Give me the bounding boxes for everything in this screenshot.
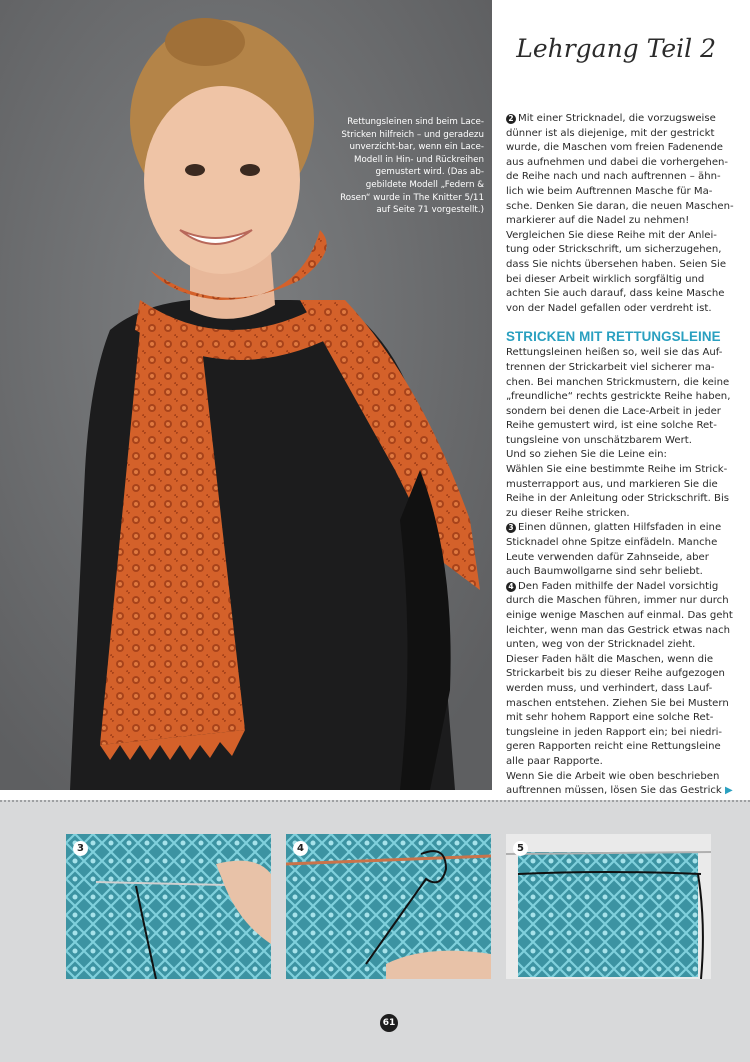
step-5-photo <box>506 834 711 979</box>
choose-row-paragraph: Wählen Sie eine bestimmte Reihe im Strick-musterrapport aus, und markieren Sie die Reihe in der Anleitung oder Strickschrift. Bis zu dieser Reihe stricken. <box>506 464 730 519</box>
continue-paragraph <box>506 770 734 799</box>
step-3-text: Einen dünnen, glatten Hilfsfaden in eine Sticknadel ohne Spitze einfädeln. Manche Leute verwenden dafür Zahnseide, aber auch Baumwollgarne sind sehr beliebt. <box>506 522 722 578</box>
continue-text: Wenn Sie die Arbeit wie oben beschrieben auftrennen müssen, lösen Sie das Gestrick <box>506 770 722 797</box>
step-photos-strip <box>0 800 750 1062</box>
intro-paragraph: Rettungsleinen heißen so, weil sie das Auf-trennen der Strickarbeit viel sicherer ma-chen. Bei manchen Strickmustern, die keine „freundliche“ rechts gestrickte Reihe haben, sondern bei denen die Lace-Arbeit in jeder Reihe gemustert wird, ist eine solche Ret-tungsleine von unschätzbarem Wert. <box>506 347 731 446</box>
how-to-line: Und so ziehen Sie die Leine ein: <box>506 449 667 461</box>
hero-photo <box>0 0 492 790</box>
step-4-photo <box>286 834 491 979</box>
step-5-photo-number: 5 <box>513 841 528 856</box>
step-2-paragraph <box>506 112 734 316</box>
continue-arrow-icon: ▶ <box>725 785 733 797</box>
lace-lifeline-photo-icon <box>506 834 711 979</box>
photo-caption <box>336 116 484 217</box>
article-text-column <box>506 112 734 799</box>
step-4-number-icon: 4 <box>506 582 516 592</box>
caption-text: Rettungsleinen sind beim Lace-Stricken hilfreich – und geradezu unverzicht-bar, wenn ein Lace-Modell in Hin- und Rückreihen gemustert wird. (Das ab-gebildete Modell „Federn & Rosen“ wurde in The Knitter 5/11 auf Seite 71 vorgestellt.) <box>340 117 484 216</box>
step-4-photo-number: 4 <box>293 841 308 856</box>
step-3-paragraph <box>506 521 734 579</box>
step-3-number-icon: 3 <box>506 523 516 533</box>
series-title: Lehrgang Teil 2 <box>516 34 716 63</box>
step-4-paragraph <box>506 580 734 653</box>
section-heading: STRICKEN MIT RETTUNGSLEINE <box>506 329 721 345</box>
lace-needle-photo-icon <box>286 834 491 979</box>
step-2-text: Mit einer Stricknadel, die vorzugsweise dünner ist als diejenige, mit der gestrickt wurde, die Maschen vom freien Fadenende aus aufnehmen und dabei die vorhergehen-de Reihe nach und nach auftrennen – ähn-lich wie beim Auftrennen Masche für Ma-sche. Denken Sie daran, die neuen Maschen-markierer auf die Nadel zu nehmen! Vergleichen Sie diese Reihe mit der Anlei-tung oder Strickschrift, um sicherzugehen, dass Sie nichts übersehen haben. Seien Sie bei dieser Arbeit wirklich sorgfältig und achten Sie auch darauf, dass keine Masche von der Nadel gefallen oder verdreht ist. <box>506 113 734 314</box>
step-3-photo-number: 3 <box>73 841 88 856</box>
hold-paragraph: Dieser Faden hält die Maschen, wenn die Strickarbeit bis zu dieser Reihe aufgezogen werden muss, und verhindert, dass Lauf-maschen entstehen. Ziehen Sie bei Mustern mit sehr hohem Rapport eine solche Ret-tungsleine in jeden Rapport ein; bei niedri-geren Rapporten reicht eine Rettungsleine alle paar Rapporte. <box>506 653 729 767</box>
step-2-number-icon: 2 <box>506 114 516 124</box>
step-3-photo <box>66 834 271 979</box>
page-number: 61 <box>380 1014 398 1032</box>
lace-needle-photo-icon <box>66 834 271 979</box>
step-4-text: Den Faden mithilfe der Nadel vorsichtig durch die Maschen führen, immer nur durch einige wenige Maschen auf einmal. Das geht leichter, wenn man das Gestrick etwas nach unten, weg von der Stricknadel zieht. <box>506 580 733 651</box>
